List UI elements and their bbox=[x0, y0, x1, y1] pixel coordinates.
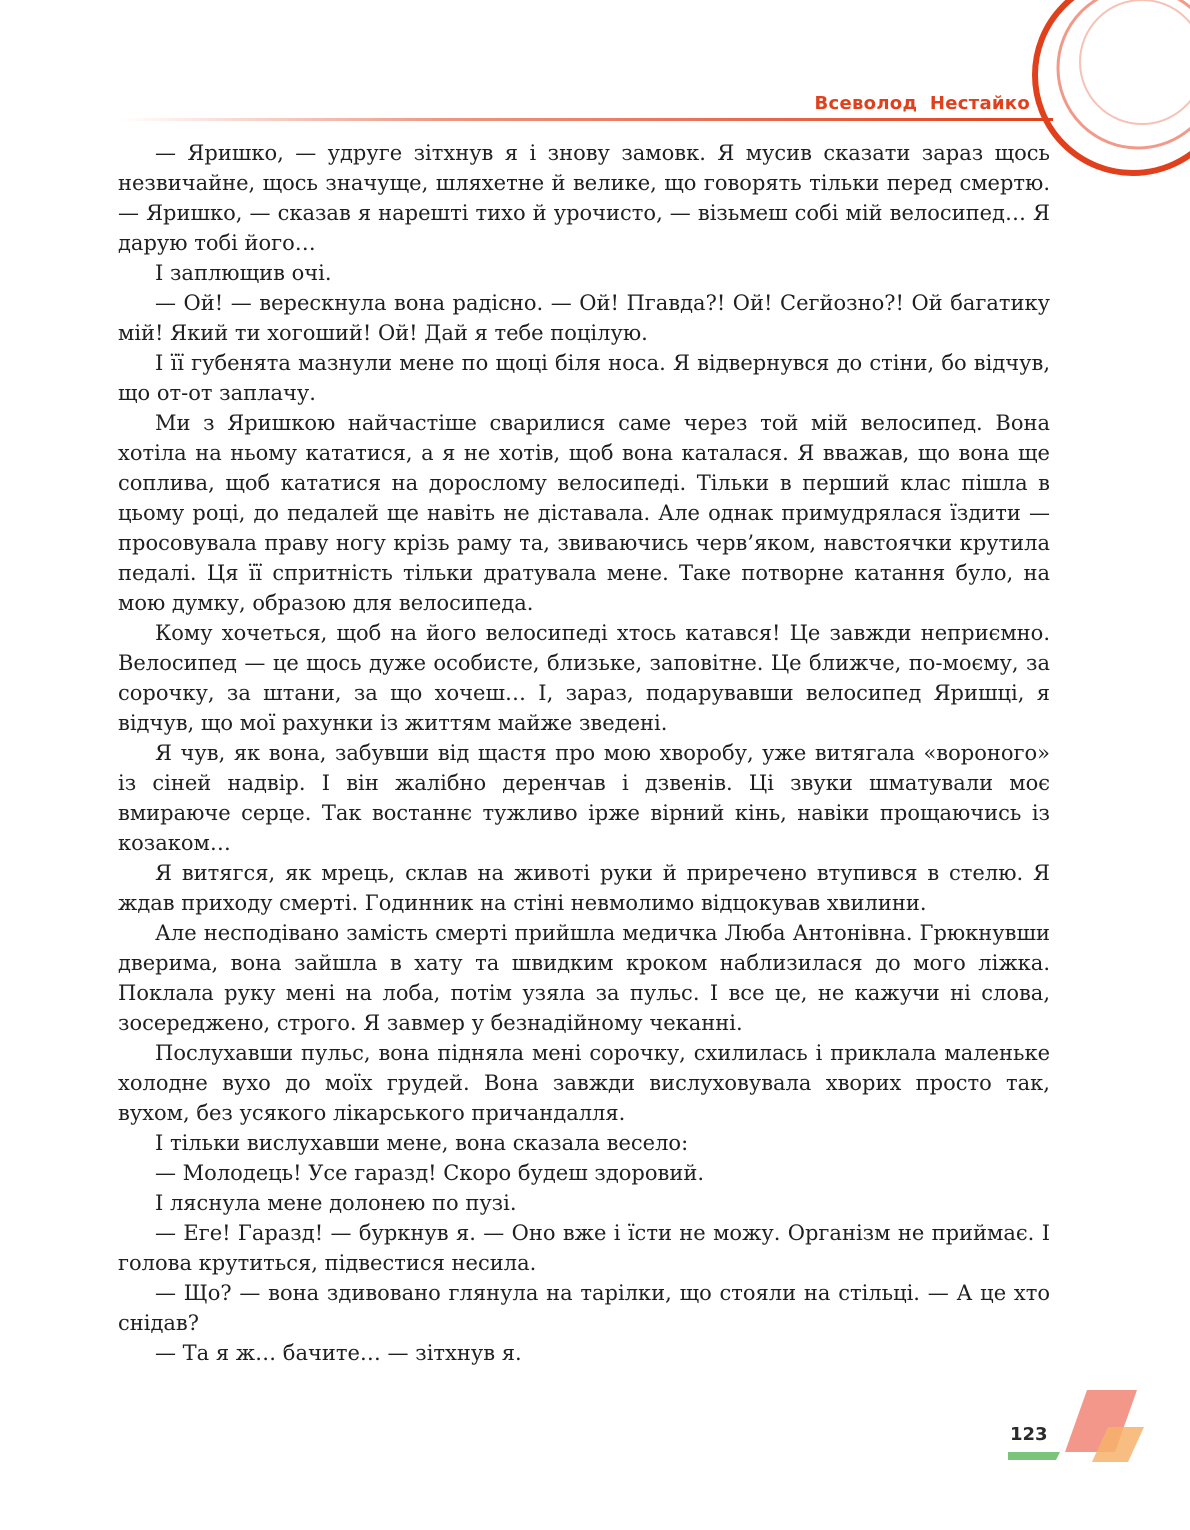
paragraph: Але несподівано замість смерті прийшла медичка Люба Антонівна. Грюкнувши дверима, вона зайшла в хату та швидким кроком наблизилася до мого ліжка. Поклала руку мені на лоба, потім узяла за пульс. І все це, не кажучи ні слова, зосереджено, строго. Я завмер у безнадійному чеканні. bbox=[118, 921, 1050, 1035]
paragraph: — Молодець! Усе гаразд! Скоро будеш здоровий. bbox=[155, 1161, 704, 1185]
paragraph: І її губенята мазнули мене по щоці біля носа. Я відвернувся до стіни, бо відчув, що от-от заплачу. bbox=[118, 351, 1050, 405]
paragraph: І тільки вислухавши мене, вона сказала весело: bbox=[155, 1131, 689, 1155]
header-ring-outer bbox=[1035, 0, 1190, 173]
paragraph: — Що? — вона здивовано глянула на тарілки, що стояли на стільці. — А це хто снідав? bbox=[118, 1281, 1050, 1335]
corner-shape-red bbox=[1065, 1390, 1137, 1452]
story-text bbox=[118, 138, 1050, 1368]
paragraph: Послухавши пульс, вона підняла мені сорочку, схилилась і приклала маленьке холодне вухо до моїх грудей. Вона завжди вислуховувала хворих просто так, вухом, без усякого лікарського причандалля. bbox=[118, 1041, 1050, 1125]
paragraph: І ляснула мене долонею по пузі. bbox=[155, 1191, 517, 1215]
paragraph: — Еге! Гаразд! — буркнув я. — Оно вже і їсти не можу. Організм не приймає. І голова крутиться, підвестися несила. bbox=[118, 1221, 1050, 1275]
header-ring-inner bbox=[1080, 0, 1190, 124]
page-number-underline bbox=[1008, 1452, 1060, 1460]
running-header-author: Всеволод Нестайко bbox=[814, 93, 1030, 114]
header-rule bbox=[118, 118, 1053, 121]
paragraph: — Та я ж… бачите… — зітхнув я. bbox=[155, 1341, 522, 1365]
paragraph: Ми з Яришкою найчастіше сварилися саме через той мій велосипед. Вона хотіла на ньому кататися, а я не хотів, щоб вона каталася. Я вважав, що вона ще соплива, щоб кататися на дорослому велосипеді. Тільки в перший клас пішла в цьому році, до педалей ще навіть не діставала. Але однак примудрялася їздити — просовувала праву ногу крізь раму та, звиваючись черв’яком, навстоячки крутила педалі. Ця її спритність тільки дратувала мене. Таке потворне катання було, на мою думку, образою для велосипеда. bbox=[118, 411, 1050, 615]
page-number: 123 bbox=[1010, 1424, 1048, 1445]
paragraph: І заплющив очі. bbox=[155, 261, 332, 285]
paragraph: Я витягся, як мрець, склав на животі руки й приречено втупився в стелю. Я ждав приходу смерті. Годинник на стіні невмолимо відцокував хвилини. bbox=[118, 861, 1050, 915]
corner-shape-orange bbox=[1092, 1427, 1144, 1462]
header-ring-mid bbox=[1058, 0, 1190, 148]
paragraph: Кому хочеться, щоб на його велосипеді хтось катався! Це завжди неприємно. Велосипед — це щось дуже особисте, близьке, заповітне. Це ближче, по-моєму, за сорочку, за штани, за що хочеш… І, зараз, подарувавши велосипед Яришці, я відчув, що мої рахунки із життям майже зведені. bbox=[118, 621, 1050, 735]
paragraph: Я чув, як вона, забувши від щастя про мою хворобу, уже витягала «вороного» із сіней надвір. І він жалібно деренчав і дзвенів. Ці звуки шматували моє вмираюче серце. Так востаннє тужливо ірже вірний кінь, навіки прощаючись із козаком… bbox=[118, 741, 1050, 855]
paragraph: — Яришко, — удруге зітхнув я і знову замовк. Я мусив сказати зараз щось незвичайне, щось значуще, шляхетне й велике, що говорять тільки перед смертю. — Яришко, — сказав я нарешті тихо й урочисто, — візьмеш собі мій велосипед… Я дарую тобі його… bbox=[118, 141, 1050, 255]
paragraph: — Ой! — верескнула вона радісно. — Ой! Пгавда?! Ой! Сегйозно?! Ой багатику мій! Який ти хогоший! Ой! Дай я тебе поцілую. bbox=[118, 291, 1050, 345]
